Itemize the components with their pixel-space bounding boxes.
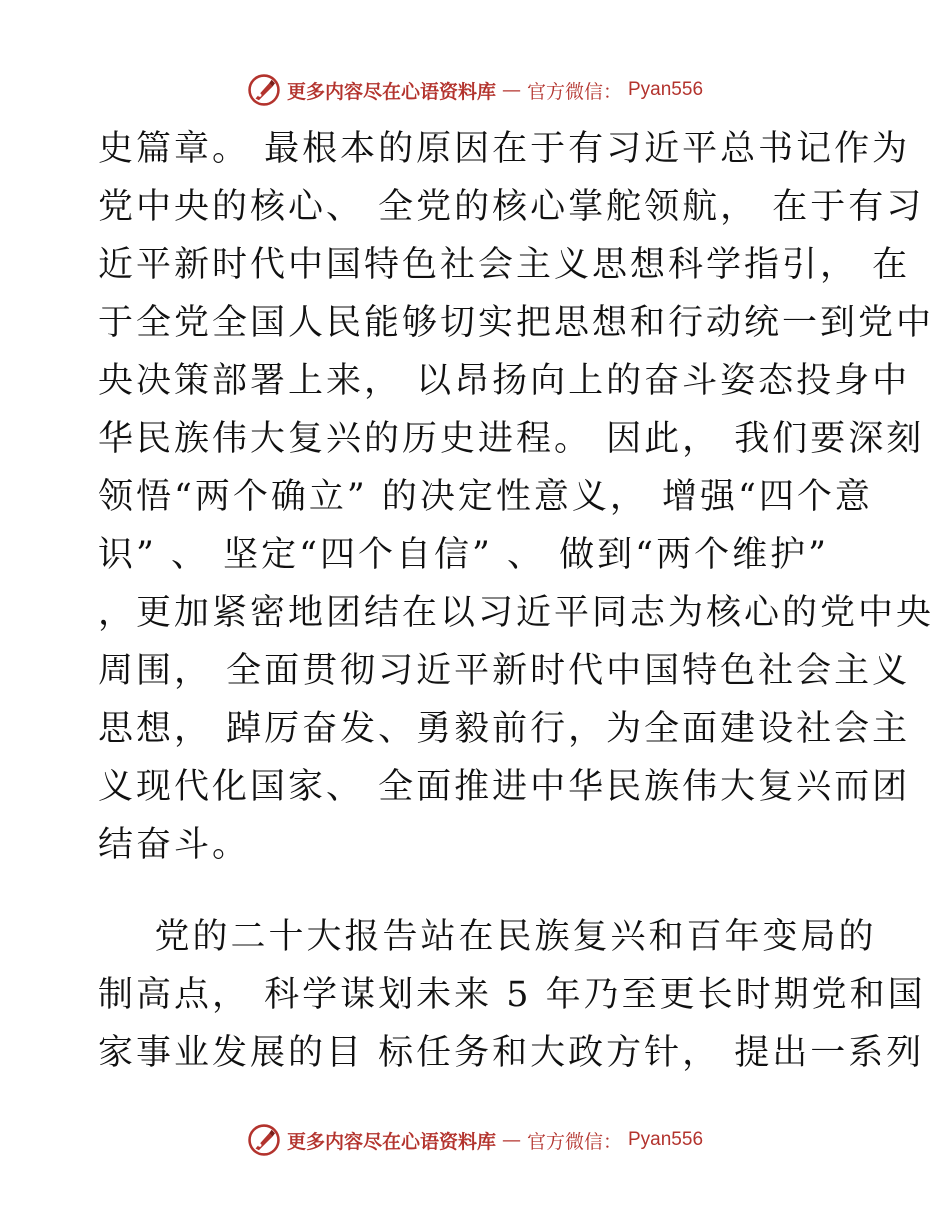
text-line: 制高点， 科学谋划未来 5 年乃至更长时期党和国: [98, 975, 926, 1015]
banner-wechat-id: Pyan556: [628, 1129, 704, 1150]
banner-site-text: 更多内容尽在心语资料库: [286, 1130, 496, 1153]
banner-separator: —: [501, 1129, 521, 1151]
text-line: 党中央的核心、 全党的核心掌舵领航， 在于有习: [98, 187, 925, 227]
paragraph-1: [98, 120, 935, 874]
text-line: 周围， 全面贯彻习近平新时代中国特色社会主义: [98, 651, 911, 691]
footer-banner: [0, 1120, 950, 1160]
text-line: 义现代化国家、 全面推进中华民族伟大复兴而团: [98, 767, 911, 807]
text-line: 党的二十大报告站在民族复兴和百年变局的: [98, 917, 877, 957]
text-line: 于全党全国人民能够切实把思想和行动统一到党中: [98, 303, 935, 343]
text-line: 史篇章。 最根本的原因在于有习近平总书记作为: [98, 129, 911, 169]
pen-nib-logo-icon: [247, 73, 281, 107]
banner-wechat-id: Pyan556: [628, 79, 704, 100]
paragraph-2: [98, 908, 926, 1082]
text-line: 央决策部署上来， 以昂扬向上的奋斗姿态投身中: [98, 361, 911, 401]
header-banner: [0, 70, 950, 110]
banner-wechat-label: 官方微信：: [526, 80, 622, 103]
text-line: 识” 、 坚定“四个自信” 、 做到“两个维护”: [98, 535, 829, 575]
banner-wechat-label: 官方微信：: [526, 1130, 622, 1153]
text-line: 结奋斗。: [98, 825, 251, 865]
banner-site-text: 更多内容尽在心语资料库: [286, 80, 496, 103]
text-line: 近平新时代中国特色社会主义思想科学指引， 在: [98, 245, 911, 285]
text-line: 思想， 踔厉奋发、勇毅前行，为全面建设社会主: [98, 709, 911, 749]
text-line: ，更加紧密地团结在以习近平同志为核心的党中央: [98, 593, 935, 633]
text-line: 领悟“两个确立” 的决定性意义， 增强“四个意: [98, 477, 873, 517]
banner-separator: —: [501, 79, 521, 101]
paragraph-gap: [98, 874, 858, 908]
document-body: [98, 120, 935, 1082]
text-line: 华民族伟大复兴的历史进程。 因此， 我们要深刻: [98, 419, 925, 459]
text-line: 家事业发展的目 标任务和大政方针， 提出一系列: [98, 1033, 925, 1073]
pen-nib-logo-icon: [247, 1123, 281, 1157]
